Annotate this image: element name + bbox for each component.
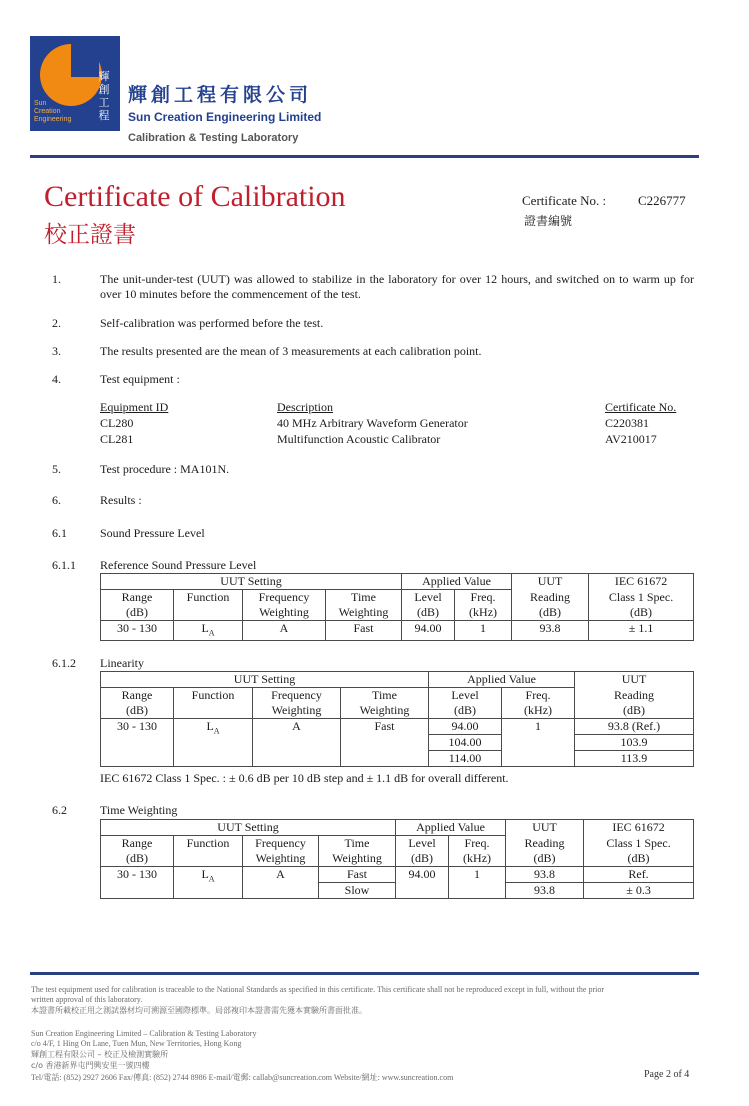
- spec-cell: ± 0.3: [584, 883, 694, 899]
- time-weighting-cell: Fast: [341, 719, 429, 767]
- company-name-english: Sun Creation Engineering Limited: [128, 110, 322, 124]
- footer-address: Sun Creation Engineering Limited – Calibration & Testing Laboratory: [31, 1029, 257, 1038]
- range-cell: 30 - 130: [101, 867, 174, 899]
- item-text: The results presented are the mean of 3 measurements at each calibration point.: [100, 344, 482, 358]
- equipment-id-header: Equipment ID: [100, 400, 169, 414]
- footer-address-chinese: c/o 香港新界屯門興安里一號四樓: [31, 1061, 150, 1070]
- footer-contact: Tel/電話: (852) 2927 2606 Fax/傳真: (852) 2744 8986 E-mail/電郵: callab@suncreation.com Website/網址: www.suncreation.com: [31, 1073, 454, 1082]
- level-cell: 94.00: [396, 867, 449, 899]
- page-number: Page 2 of 4: [644, 1069, 690, 1080]
- equipment-description: Multifunction Acoustic Calibrator: [277, 432, 441, 446]
- linearity-spec-note: IEC 61672 Class 1 Spec. : ± 0.6 dB per 10 dB step and ± 1.1 dB for overall different.: [100, 771, 509, 785]
- header-divider: [30, 155, 699, 158]
- reading-header: Reading (dB): [575, 688, 694, 719]
- function-header: Function: [174, 590, 243, 621]
- function-header: Function: [174, 688, 253, 719]
- spec-cell: ± 1.1: [589, 621, 694, 641]
- uut-setting-header: UUT Setting: [101, 574, 402, 590]
- equipment-id: CL281: [100, 432, 134, 446]
- function-cell: $L_A$: [174, 621, 243, 641]
- applied-value-header: Applied Value: [429, 672, 575, 688]
- range-header: Range (dB): [101, 836, 174, 867]
- frequency-weighting-header: Frequency Weighting: [253, 688, 341, 719]
- footer-divider: [30, 972, 699, 975]
- iec-header: IEC 61672: [584, 820, 694, 836]
- frequency-weighting-header: Frequency Weighting: [243, 590, 326, 621]
- spec-header: Class 1 Spec. (dB): [589, 590, 694, 621]
- item-text: The unit-under-test (UUT) was allowed to stabilize in the laboratory for over 12 hours, and switched on to warm up for over 10 minutes before the commencement of the test.: [100, 272, 694, 301]
- frequency-cell: 1: [502, 719, 575, 767]
- uut-header: UUT: [512, 574, 589, 590]
- item-number: 4.: [52, 372, 61, 386]
- equipment-certificate: C220381: [605, 416, 650, 430]
- item-number: 6.: [52, 493, 61, 507]
- applied-value-header: Applied Value: [402, 574, 512, 590]
- reading-cell: 93.8: [506, 867, 584, 883]
- range-header: Range (dB): [101, 590, 174, 621]
- company-name-chinese: 輝創工程有限公司: [128, 84, 313, 106]
- section-title: Sound Pressure Level: [100, 526, 205, 540]
- item-number: 5.: [52, 462, 61, 476]
- time-weighting-header: Time Weighting: [326, 590, 402, 621]
- section-number: 6.1: [52, 526, 67, 540]
- frequency-weighting-cell: A: [253, 719, 341, 767]
- range-header: Range (dB): [101, 688, 174, 719]
- frequency-cell: 1: [449, 867, 506, 899]
- level-cell: 114.00: [429, 751, 502, 767]
- item-text: Results :: [100, 493, 142, 507]
- section-title: Time Weighting: [100, 803, 178, 817]
- frequency-weighting-cell: A: [243, 867, 319, 899]
- equipment-certificate-header: Certificate No.: [605, 400, 677, 414]
- footer-address: c/o 4/F, 1 Hing On Lane, Tuen Mun, New Territories, Hong Kong: [31, 1039, 242, 1048]
- section-title: Linearity: [100, 656, 144, 670]
- uut-header: UUT: [575, 672, 694, 688]
- item-number: 2.: [52, 316, 61, 330]
- linearity-table: [100, 671, 694, 767]
- item-number: 3.: [52, 344, 61, 358]
- spec-cell: Ref.: [584, 867, 694, 883]
- logo-notch: [71, 43, 99, 77]
- reading-header: Reading (dB): [512, 590, 589, 621]
- section-title: Reference Sound Pressure Level: [100, 558, 257, 572]
- certificate-title-chinese: 校正證書: [44, 222, 136, 248]
- section-number: 6.1.2: [52, 656, 76, 670]
- level-cell: 94.00: [402, 621, 455, 641]
- frequency-cell: 1: [455, 621, 512, 641]
- time-weighting-cell: Slow: [319, 883, 396, 899]
- reading-cell: 93.8 (Ref.): [575, 719, 694, 735]
- footer-address-chinese: 輝創工程有限公司 – 校正及檢測實驗所: [31, 1050, 169, 1059]
- uut-header: UUT: [506, 820, 584, 836]
- time-weighting-header: Time Weighting: [319, 836, 396, 867]
- item-number: 1.: [52, 272, 61, 286]
- function-cell: $L_A$: [174, 719, 253, 767]
- certificate-number-label-chinese: 證書編號: [524, 214, 573, 228]
- function-header: Function: [174, 836, 243, 867]
- reading-cell: 93.8: [512, 621, 589, 641]
- equipment-id: CL280: [100, 416, 134, 430]
- section-number: 6.1.1: [52, 558, 76, 572]
- frequency-header: Freq. (kHz): [455, 590, 512, 621]
- item-text: Test procedure : MA101N.: [100, 462, 230, 476]
- item-text: Self-calibration was performed before the test.: [100, 316, 324, 330]
- range-cell: 30 - 130: [101, 621, 174, 641]
- item-text: Test equipment :: [100, 372, 180, 386]
- uut-setting-header: UUT Setting: [101, 820, 396, 836]
- frequency-header: Freq. (kHz): [449, 836, 506, 867]
- frequency-weighting-header: Frequency Weighting: [243, 836, 319, 867]
- level-header: Level (dB): [396, 836, 449, 867]
- certificate-number-label: Certificate No. :: [522, 193, 607, 208]
- footer-disclaimer: The test equipment used for calibration is traceable to the National Standards as specified in this certificate. This certificate shall not be reproduced except in full, without the prior: [31, 985, 604, 994]
- logo-chinese-mark: 輝 創 工 程: [98, 70, 110, 122]
- level-header: Level (dB): [402, 590, 455, 621]
- company-logo: [30, 36, 120, 131]
- range-cell: 30 - 130: [101, 719, 174, 767]
- certificate-number-value: C226777: [638, 193, 686, 208]
- logo-wordmark: Sun Creation Engineering: [34, 100, 72, 123]
- equipment-certificate: AV210017: [605, 432, 657, 446]
- reference-spl-table: [100, 573, 694, 641]
- spec-header: Class 1 Spec. (dB): [584, 836, 694, 867]
- reading-cell: 103.9: [575, 735, 694, 751]
- footer-disclaimer-chinese: 本證書所載校正用之測試器材均可溯源至國際標準。局部複印本證書需先獲本實驗所書面批准。: [31, 1006, 367, 1015]
- iec-header: IEC 61672: [589, 574, 694, 590]
- frequency-header: Freq. (kHz): [502, 688, 575, 719]
- certificate-title: Certificate of Calibration: [44, 180, 346, 213]
- time-weighting-cell: Fast: [326, 621, 402, 641]
- equipment-description-header: Description: [277, 400, 333, 414]
- time-weighting-table: [100, 819, 694, 899]
- frequency-weighting-cell: A: [243, 621, 326, 641]
- reading-cell: 93.8: [506, 883, 584, 899]
- reading-cell: 113.9: [575, 751, 694, 767]
- footer-disclaimer: written approval of this laboratory.: [31, 995, 143, 1004]
- equipment-description: 40 MHz Arbitrary Waveform Generator: [277, 416, 468, 430]
- applied-value-header: Applied Value: [396, 820, 506, 836]
- section-number: 6.2: [52, 803, 67, 817]
- level-cell: 94.00: [429, 719, 502, 735]
- function-cell: $L_A$: [174, 867, 243, 899]
- laboratory-name: Calibration & Testing Laboratory: [128, 132, 299, 144]
- reading-header: Reading (dB): [506, 836, 584, 867]
- time-weighting-cell: Fast: [319, 867, 396, 883]
- time-weighting-header: Time Weighting: [341, 688, 429, 719]
- level-cell: 104.00: [429, 735, 502, 751]
- uut-setting-header: UUT Setting: [101, 672, 429, 688]
- level-header: Level (dB): [429, 688, 502, 719]
